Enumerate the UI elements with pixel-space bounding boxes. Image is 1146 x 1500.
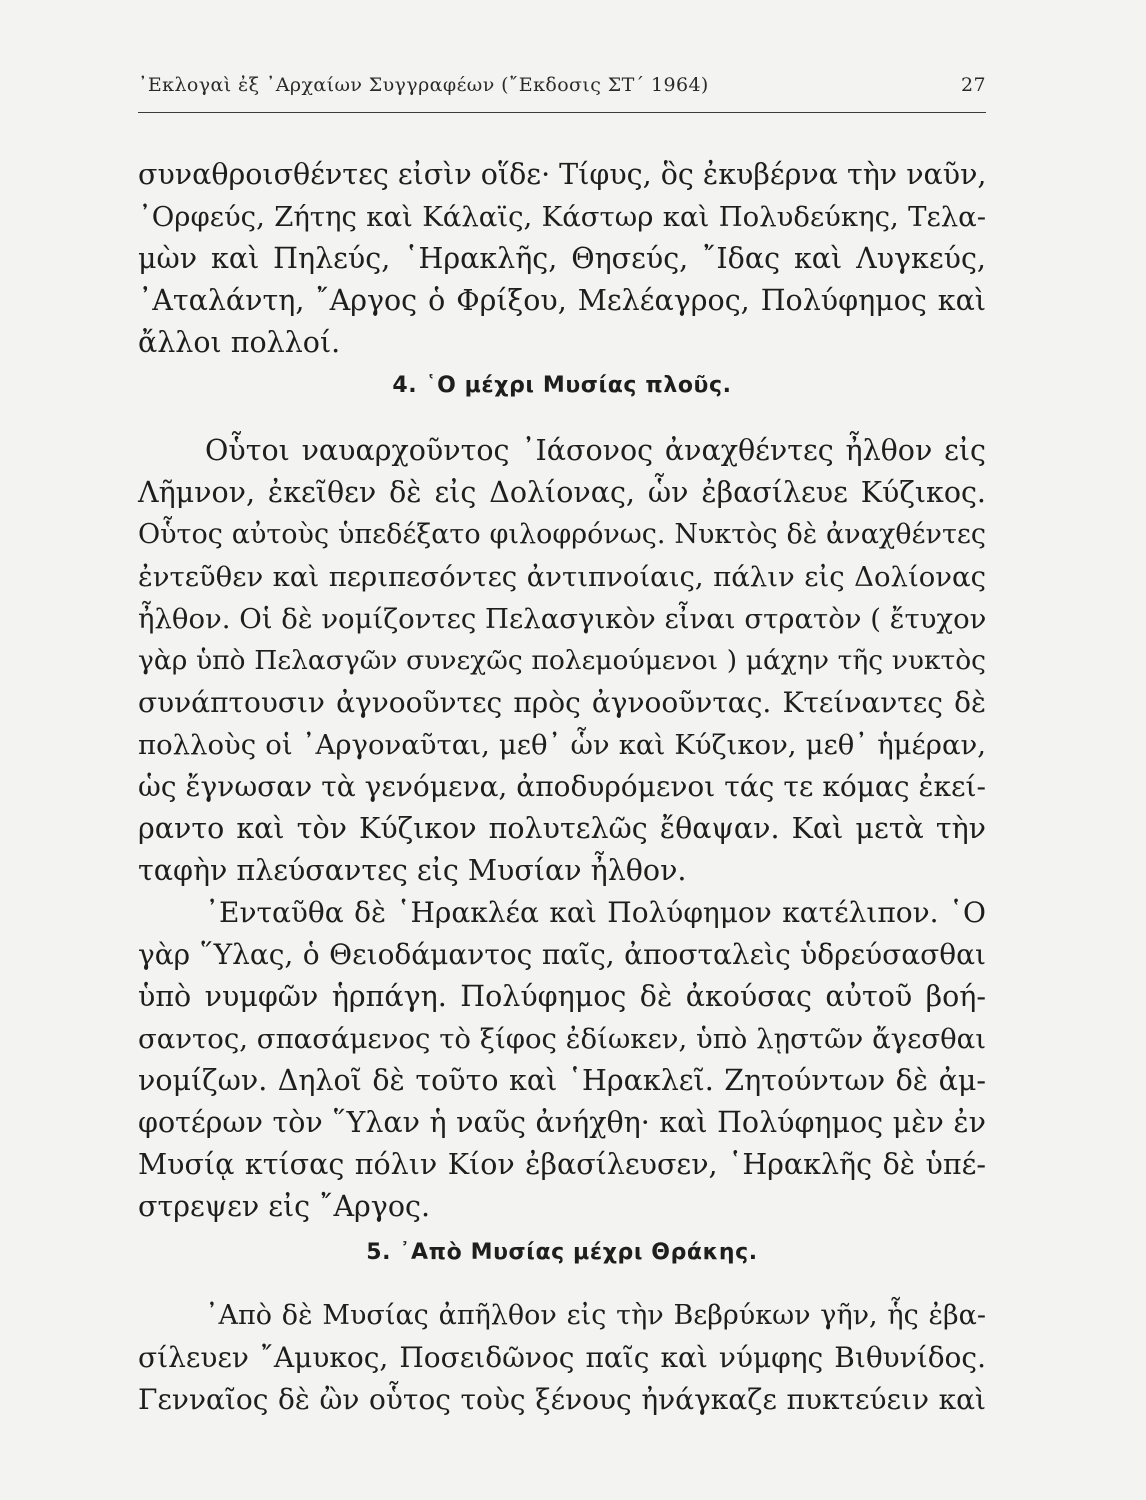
text-line: ταφὴν πλεύσαντες εἰς Μυσίαν ἦλθον. [138, 854, 687, 887]
text-line: ραντο καὶ τὸν Κύζικον πολυτελῶς ἔθαψαν. Καὶ μετὰ τὴν [138, 812, 986, 845]
text-line: γὰρ ὑπὸ Πελασγῶν συνεχῶς πολεμούμενοι ) μάχην τῆς νυκτὸς [138, 645, 986, 676]
text-line: ᾿Ενταῦθα δὲ ῾Ηρακλέα καὶ Πολύφημον κατέλιπον. ῾Ο [205, 896, 986, 929]
text-line: Λῆμνον, ἐκεῖθεν δὲ εἰς Δολίονας, ὧν ἐβασίλευε Κύζικος. [138, 476, 986, 509]
section-heading: 5. ᾿Απὸ Μυσίας μέχρι Θράκης. [366, 1240, 758, 1265]
text-line: ἦλθον. Οἱ δὲ νομίζοντες Πελασγικὸν εἶναι στρατὸν ( ἔτυχον [138, 603, 987, 635]
text-line: ἐντεῦθεν καὶ περιπεσόντες ἀντιπνοίαις, πάλιν εἰς Δολίονας [138, 561, 986, 593]
text-line: στρεψεν εἰς ῎Αργος. [138, 1190, 430, 1223]
text-line: μὼν καὶ Πηλεύς, ῾Ηρακλῆς, Θησεύς, ῎Ιδας καὶ Λυγκεύς, [138, 242, 986, 275]
text-line: γὰρ ῞Υλας, ὁ Θειοδάμαντος παῖς, ἀποσταλεὶς ὑδρεύσασθαι [138, 938, 986, 971]
text-line: σαντος, σπασάμενος τὸ ξίφος ἐδίωκεν, ὑπὸ λῃστῶν ἄγεσθαι [138, 1023, 986, 1055]
text-line: ὡς ἔγνωσαν τὰ γενόμενα, ἀποδυρόμενοι τάς τε κόμας ἐκεί- [138, 770, 986, 803]
text-line: Γενναῖος δὲ ὢν οὗτος τοὺς ξένους ἠνάγκαζε πυκτεύειν καὶ [138, 1383, 986, 1416]
page-number: 27 [961, 74, 986, 96]
text-line: Οὗτοι ναυαρχοῦντος ᾿Ιάσονος ἀναχθέντες ἦλθον εἰς [205, 434, 986, 467]
header-rule [138, 112, 986, 113]
text-line: σίλευεν ῎Αμυκος, Ποσειδῶνος παῖς καὶ νύμφης Βιθυνίδος. [138, 1341, 986, 1374]
text-line: ᾿Απὸ δὲ Μυσίας ἀπῆλθον εἰς τὴν Βεβρύκων γῆν, ἧς ἐβα- [205, 1300, 986, 1331]
text-line: συναθροισθέντες εἰσὶν οἵδε· Τίφυς, ὃς ἐκυβέρνα τὴν ναῦν, [138, 158, 987, 191]
text-line: ὑπὸ νυμφῶν ἡρπάγη. Πολύφημος δὲ ἀκούσας αὐτοῦ βοή- [138, 980, 986, 1013]
text-line: συνάπτουσιν ἀγνοοῦντες πρὸς ἀγνοοῦντας. Κτείναντες δὲ [138, 686, 986, 719]
text-line: φοτέρων τὸν ῞Υλαν ἡ ναῦς ἀνήχθη· καὶ Πολύφημος μὲν ἐν [138, 1106, 986, 1139]
text-line: νομίζων. Δηλοῖ δὲ τοῦτο καὶ ῾Ηρακλεῖ. Ζητούντων δὲ ἀμ- [138, 1064, 986, 1097]
text-line: ᾿Ορφεύς, Ζήτης καὶ Κάλαϊς, Κάστωρ καὶ Πολυδεύκης, Τελα- [138, 201, 986, 233]
book-title-header: ᾿Εκλογαὶ ἐξ ᾿Αρχαίων Συγγραφέων (῎Εκδοσις ΣΤ΄ 1964) [138, 74, 709, 96]
text-line: Μυσίᾳ κτίσας πόλιν Κίον ἐβασίλευσεν, ῾Ηρακλῆς δὲ ὑπέ- [138, 1148, 986, 1181]
text-line: Οὗτος αὐτοὺς ὑπεδέξατο φιλοφρόνως. Νυκτὸς δὲ ἀναχθέντες [138, 519, 986, 550]
text-line: ἄλλοι πολλοί. [138, 326, 341, 359]
text-line: ᾿Αταλάντη, ῎Αργος ὁ Φρίξου, Μελέαγρος, Πολύφημος καὶ [138, 284, 986, 317]
section-heading: 4. ῾Ο μέχρι Μυσίας πλοῦς. [392, 373, 732, 398]
text-line: πολλοὺς οἱ ᾿Αργοναῦται, μεθ᾿ ὧν καὶ Κύζικον, μεθ᾿ ἡμέραν, [138, 729, 986, 761]
running-head [138, 74, 986, 102]
